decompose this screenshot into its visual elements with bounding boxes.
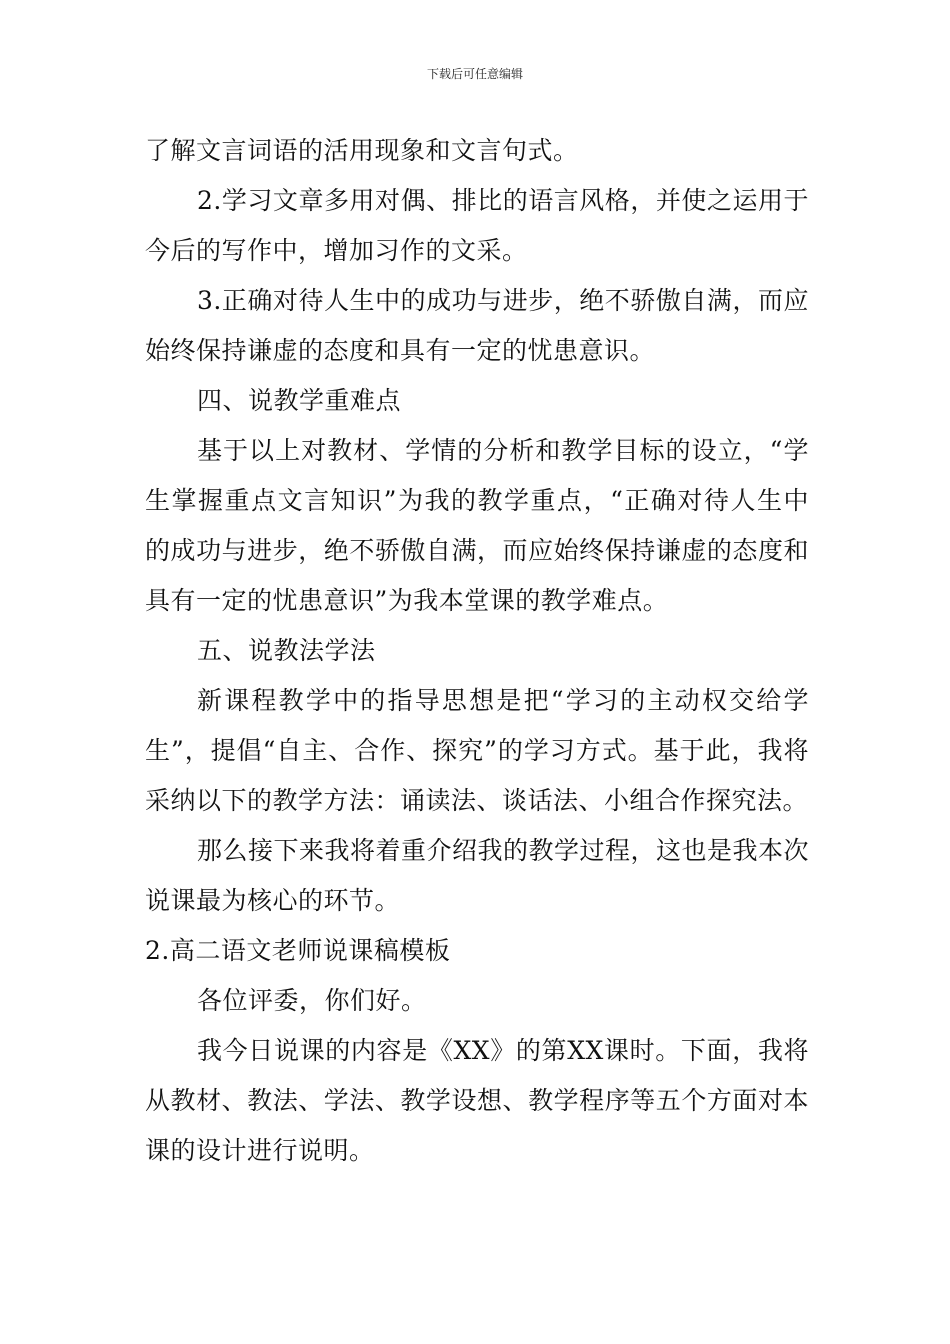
body-paragraph: 新课程教学中的指导思想是把“学习的主动权交给学生”，提倡“自主、合作、探究”的学习方式。基于此，我将采纳以下的教学方法：诵读法、谈话法、小组合作探究法。 xyxy=(145,686,809,815)
objective-item-3: 3.正确对待人生中的成功与进步，绝不骄傲自满，而应始终保持谦虚的态度和具有一定的忧患意识。 xyxy=(145,286,809,365)
body-paragraph: 那么接下来我将着重介绍我的教学过程，这也是我本次说课最为核心的环节。 xyxy=(145,836,810,915)
body-paragraph: 基于以上对教材、学情的分析和教学目标的设立，“学生掌握重点文言知识”为我的教学重点，“正确对待人生中的成功与进步，绝不骄傲自满，而应始终保持谦虚的态度和具有一定的忧患意识”为我本堂课的教学难点。 xyxy=(145,436,809,615)
objective-item-2: 2.学习文章多用对偶、排比的语言风格，并使之运用于今后的写作中，增加习作的文采。 xyxy=(145,186,809,265)
section-heading-key-points: 四、说教学重难点 xyxy=(197,386,402,415)
page-header: 下载后可任意编辑 xyxy=(426,67,523,81)
greeting-paragraph: 各位评委，你们好。 xyxy=(197,986,427,1015)
body-paragraph: 了解文言词语的活用现象和文言句式。 xyxy=(145,136,579,165)
document-body xyxy=(145,126,809,1176)
document-section-title: 2.高二语文老师说课稿模板 xyxy=(145,936,451,965)
body-paragraph: 我今日说课的内容是《XX》的第XX课时。下面，我将从教材、教法、学法、教学设想、教学程序等五个方面对本课的设计进行说明。 xyxy=(145,1036,809,1165)
section-heading-methods: 五、说教法学法 xyxy=(197,636,376,665)
